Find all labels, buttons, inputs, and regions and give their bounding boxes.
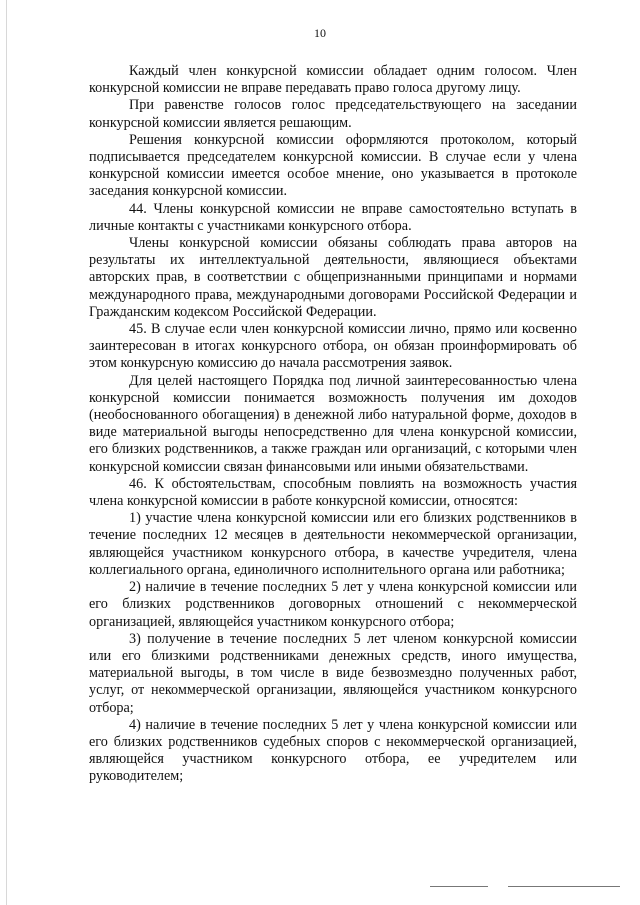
list-item-paragraph: 1) участие члена конкурсной комиссии или его близких родственников в течение последних 12 месяцев в деятельности некоммерческой организации, являющейся участником конкурсного отбора, в качестве учредителя, члена коллегиального органа, единоличного исполнительного органа или работника; [89, 510, 577, 578]
paragraph: Решения конкурсной комиссии оформляются протоколом, который подписывается председателем конкурсной комиссии. В случае если у члена конкурсной комиссии имеется особое мнение, оно указывается в протоколе заседания конкурсной комиссии. [89, 131, 577, 200]
paragraph: Члены конкурсной комиссии обязаны соблюдать права авторов на результаты их интеллектуальной деятельности, являющиеся объектами авторских прав, в соответствии с общепризнанными принципами и нормами международного права, международными договорами Российской Федерации и Гражданским кодексом Российской Федерации. [89, 235, 577, 320]
body-text [89, 63, 577, 786]
page-number: 10 [314, 26, 326, 40]
paragraph: Для целей настоящего Порядка под личной заинтересованностью члена конкурсной комиссии понимается возможность получения им доходов (необоснованного обогащения) в денежной либо натуральной форме, доходов в виде материальной выгоды непосредственно для члена конкурсной комиссии, его близких родственников, а также граждан или организаций, с которыми член конкурсной комиссии связан финансовыми или иными обязательствами. [89, 372, 577, 475]
list-item-paragraph: 2) наличие в течение последних 5 лет у члена конкурсной комиссии или его близких родственников договорных отношений с некоммерческой организацией, являющейся участником конкурсного отбора; [89, 579, 577, 630]
paragraph: 46. К обстоятельствам, способным повлиять на возможность участия члена конкурсной комиссии в работе конкурсной комиссии, относятся: [89, 475, 577, 510]
page-edge-line [6, 0, 7, 905]
paragraph: 45. В случае если член конкурсной комиссии лично, прямо или косвенно заинтересован в итогах конкурсного отбора, он обязан проинформировать об этом конкурсную комиссию до начала рассмотрения заявок. [89, 321, 577, 372]
list-item-paragraph: 4) наличие в течение последних 5 лет у члена конкурсной комиссии или его близких родственников судебных споров с некоммерческой организацией, являющейся участником конкурсного отбора, ее учредителем или руководителем; [89, 716, 577, 785]
paragraph: При равенстве голосов голос председательствующего на заседании конкурсной комиссии является решающим. [89, 97, 577, 131]
paragraph: 44. Члены конкурсной комиссии не вправе самостоятельно вступать в личные контакты с участниками конкурсного отбора. [89, 200, 577, 234]
scan-artifact-lines [430, 886, 630, 890]
paragraph: Каждый член конкурсной комиссии обладает одним голосом. Член конкурсной комиссии не вправе передавать право голоса другому лицу. [89, 63, 577, 97]
list-item-paragraph: 3) получение в течение последних 5 лет членом конкурсной комиссии или его близкими родственниками денежных средств, иного имущества, материальной выгоды, в том числе в виде безвозмездно полученных работ, услуг, от некоммерческой организации, являющейся участником конкурсного отбора; [89, 630, 577, 716]
